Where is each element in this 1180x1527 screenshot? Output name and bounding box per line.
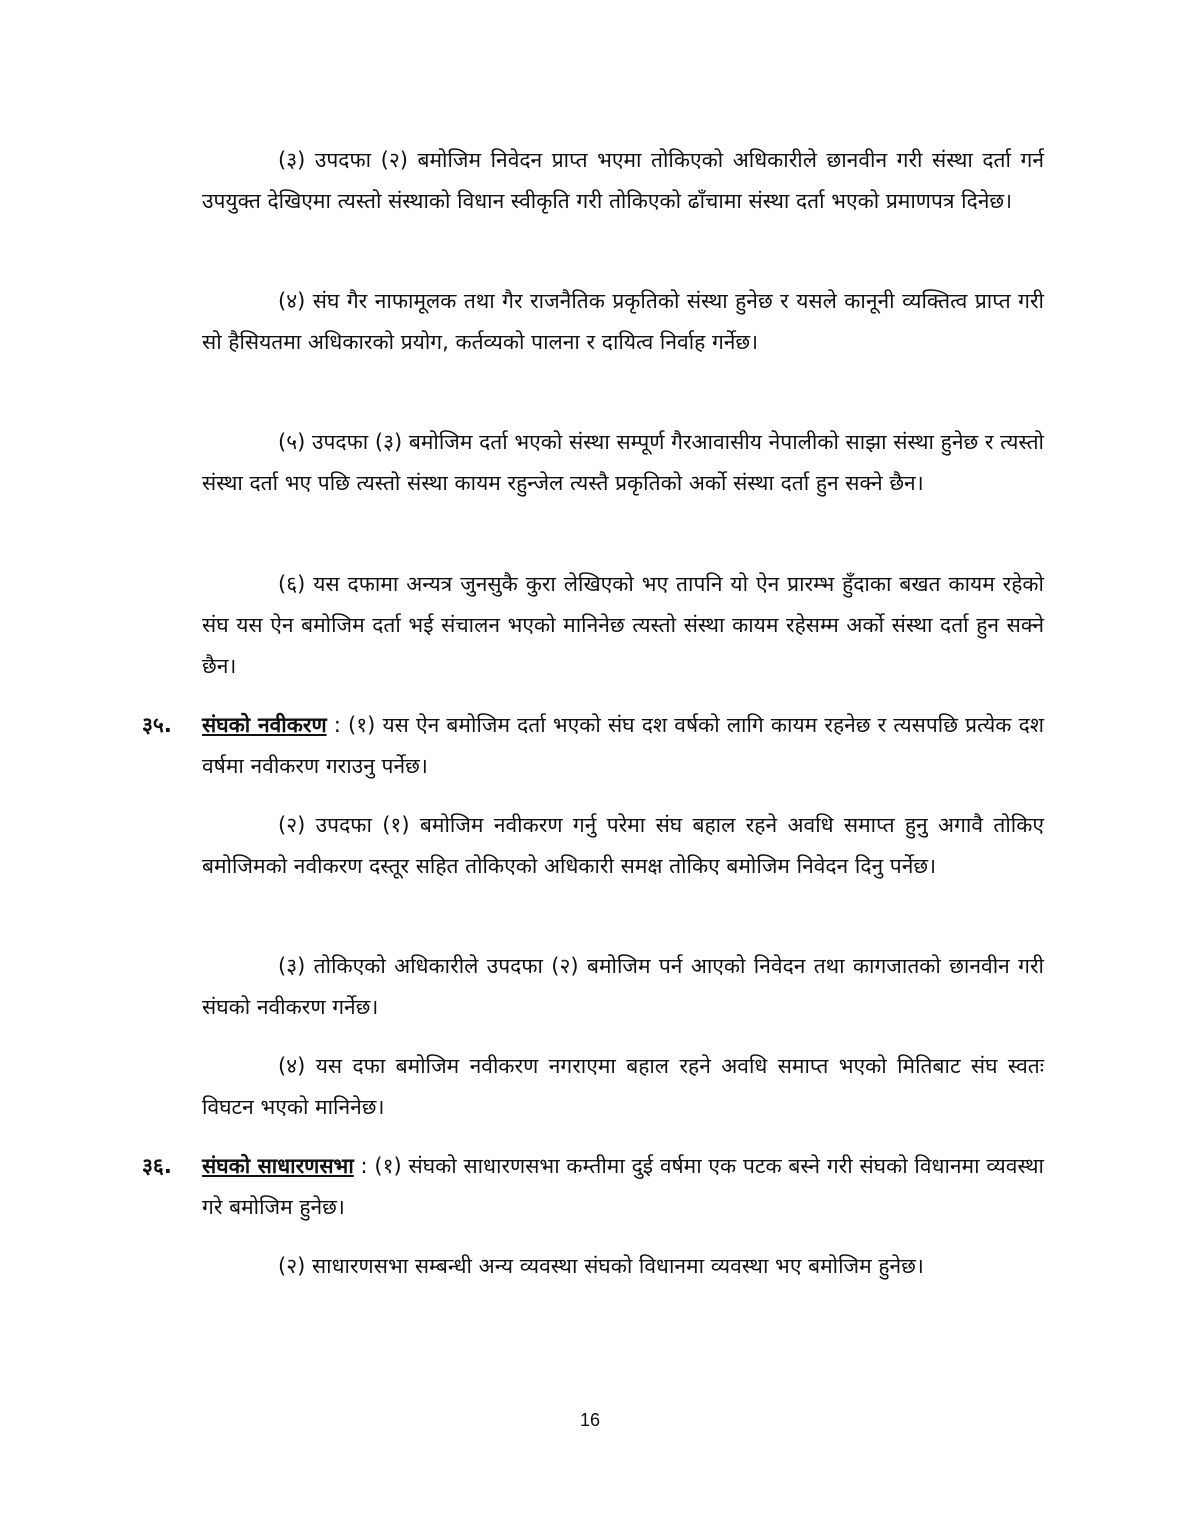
subsection-34-3: (३) उपदफा (२) बमोजिम निवेदन प्राप्त भएमा तोकिएको अधिकारीले छानवीन गरी संस्था दर्ता गर्न उपयुक्त देखिएमा त्यस्तो संस्थाको विधान स्वीकृति गरी तोकिएको ढाँचामा संस्था दर्ता भएको प्रमाणपत्र दिनेछ। <box>202 148 1044 213</box>
section-35 <box>142 705 1044 787</box>
section-35-number: ३५. <box>142 713 172 737</box>
section-36 <box>142 1146 1044 1228</box>
section-36-title: संघको साधारणसभा <box>202 1154 354 1178</box>
section-35-body <box>202 705 1044 787</box>
subsection-34-5: (५) उपदफा (३) बमोजिम दर्ता भएको संस्था सम्पूर्ण गैरआवासीय नेपालीको साझा संस्था हुनेछ र त्यस्तो संस्था दर्ता भए पछि त्यस्तो संस्था कायम रहुन्जेल त्यस्तै प्रकृतिको अर्को संस्था दर्ता हुन सक्ने छैन। <box>202 430 1044 495</box>
section-36-text: (१) संघको साधारणसभा कम्तीमा दुई वर्षमा एक पटक बस्ने गरी संघको विधानमा व्यवस्था गरे बमोजिम हुनेछ। <box>202 1154 1044 1219</box>
section-36-number: ३६. <box>142 1154 172 1178</box>
section-35-separator: : <box>326 713 349 737</box>
subsection-35-4: (४) यस दफा बमोजिम नवीकरण नगराएमा बहाल रहने अवधि समाप्त भएको मितिबाट संघ स्वतः विघटन भएको मानिनेछ। <box>202 1054 1044 1119</box>
section-35-text: (१) यस ऐन बमोजिम दर्ता भएको संघ दश वर्षको लागि कायम रहनेछ र त्यसपछि प्रत्येक दश वर्षमा नवीकरण गराउनु पर्नेछ। <box>202 713 1045 778</box>
section-36-body <box>202 1146 1044 1228</box>
page-number: 16 <box>579 1410 601 1430</box>
subsection-35-2: (२) उपदफा (१) बमोजिम नवीकरण गर्नु परेमा संघ बहाल रहने अवधि समाप्त हुनु अगावै तोकिए बमोजिमको नवीकरण दस्तूर सहित तोकिएको अधिकारी समक्ष तोकिए बमोजिम निवेदन दिनु पर्नेछ। <box>202 813 1044 878</box>
subsection-36-2: (२) साधारणसभा सम्बन्धी अन्य व्यवस्था संघको विधानमा व्यवस्था भए बमोजिम हुनेछ। <box>278 1254 924 1278</box>
subsection-34-4: (४) संघ गैर नाफामूलक तथा गैर राजनैतिक प्रकृतिको संस्था हुनेछ र यसले कानूनी व्यक्तित्व प्राप्त गरी सो हैसियतमा अधिकारको प्रयोग, कर्तव्यको पालना र दायित्व निर्वाह गर्नेछ। <box>202 289 1044 354</box>
section-35-title: संघको नवीकरण <box>202 713 327 737</box>
subsection-35-3: (३) तोकिएको अधिकारीले उपदफा (२) बमोजिम पर्न आएको निवेदन तथा कागजातको छानवीन गरी संघको नवीकरण गर्नेछ। <box>202 954 1044 1019</box>
section-36-separator: : <box>353 1154 375 1178</box>
subsection-34-6: (६) यस दफामा अन्यत्र जुनसुकै कुरा लेखिएको भए तापनि यो ऐन प्रारम्भ हुँदाका बखत कायम रहेको संघ यस ऐन बमोजिम दर्ता भई संचालन भएको मानिनेछ त्यस्तो संस्था कायम रहेसम्म अर्को संस्था दर्ता हुन सक्ने छैन। <box>202 572 1044 678</box>
